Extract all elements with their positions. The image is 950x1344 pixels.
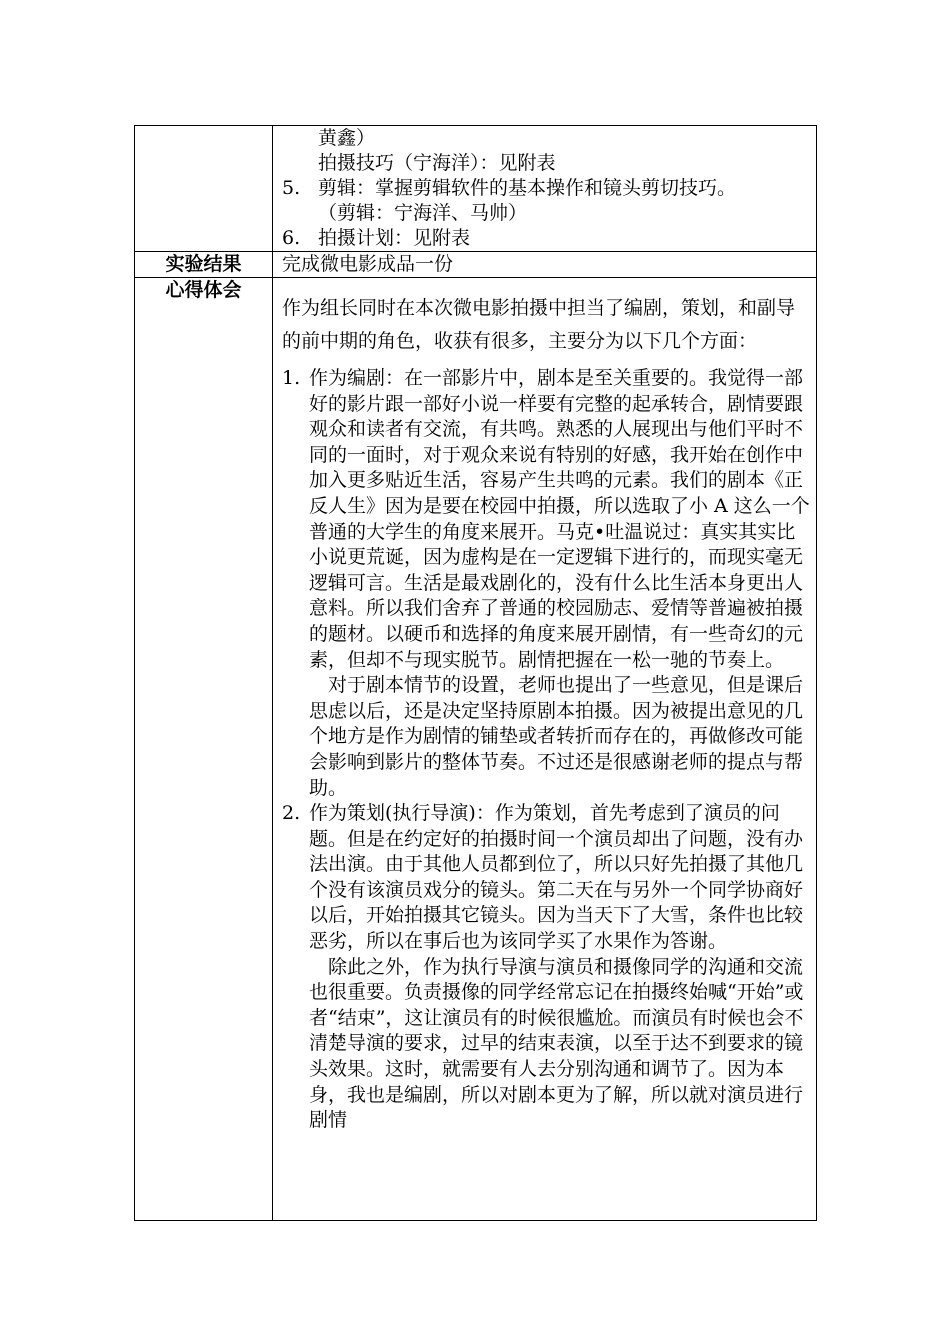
- plan-item-5: [282, 176, 816, 201]
- item-number: 2.: [282, 802, 301, 825]
- reflection-list: [282, 366, 816, 1134]
- list-item: [282, 366, 816, 801]
- reflection-intro: 作为组长同时在本次微电影拍摄中担当了编剧，策划，和副导的前中期的角色，收获有很多，主要分为以下几个方面：: [282, 297, 796, 352]
- item-number: 6.: [282, 227, 301, 249]
- result-text: 完成微电影成品一份: [282, 253, 454, 275]
- paragraph: 对于剧本情节的设置，老师也提出了一些意见，但是课后思虑以后，还是决定坚持原剧本拍摄。因为被提出意见的几个地方是作为剧情的铺垫或者转折而存在的，再做修改可能会影响到影片的整体节奏。不过还是很感谢老师的提点与帮助。: [309, 674, 804, 799]
- result-cell: [273, 252, 817, 278]
- reflection-row: [135, 278, 817, 1221]
- plan-line: 黄鑫）: [318, 127, 376, 149]
- item-text: 拍摄计划：见附表: [318, 227, 471, 249]
- plan-line: 拍摄技巧（宁海洋）：见附表: [318, 152, 556, 174]
- item-number: 1.: [282, 367, 301, 389]
- paragraph: 除此之外，作为执行导演与演员和摄像同学的沟通和交流也很重要。负责摄像的同学经常忘记在拍摄终始喊“开始”或者“结束”，这让演员有的时候很尴尬。而演员有时候也会不清楚导演的要求，过早的结束表演，以至于达不到要求的镜头效果。这时，就需要有人去分别沟通和调节了。因为本身，我也是编剧，所以对剧本更为了解，所以就对演员进行剧情: [309, 955, 804, 1132]
- plan-line: （剪辑：宁海洋、马帅）: [318, 202, 528, 224]
- plan-label-cell: [135, 126, 273, 252]
- reflection-label: 心得体会: [135, 278, 273, 1221]
- plan-item-6: [282, 226, 816, 251]
- plan-content-cell: [273, 126, 817, 252]
- experiment-report-table: [134, 125, 817, 1221]
- reflection-cell: [273, 278, 817, 1221]
- item-text: 剪辑：掌握剪辑软件的基本操作和镜头剪切技巧。: [318, 177, 737, 199]
- plan-row: [135, 126, 817, 252]
- result-label: 实验结果: [135, 252, 273, 278]
- item-number: 5.: [282, 177, 301, 199]
- list-item: [282, 801, 816, 1134]
- paragraph: 作为编剧：在一部影片中，剧本是至关重要的。我觉得一部好的影片跟一部好小说一样要有完整的起承转合，剧情要跟观众和读者有交流，有共鸣。熟悉的人展现出与他们平时不同的一面时，对于观众来说有特别的好感，我开始在创作中加入更多贴近生活，容易产生共鸣的元素。我们的剧本《正反人生》因为是要在校园中拍摄，所以选取了小 A 这么一个普通的大学生的角度来展开。马克•吐温说过：真实其实比小说更荒诞，因为虚构是在一定逻辑下进行的，而现实毫无逻辑可言。生活是最戏剧化的，没有什么比生活本身更出人意料。所以我们舍弃了普通的校园励志、爱情等普遍被拍摄的题材。以硬币和选择的角度来展开剧情，有一些奇幻的元素，但却不与现实脱节。剧情把握在一松一驰的节奏上。: [309, 367, 810, 671]
- paragraph: 作为策划(执行导演)：作为策划，首先考虑到了演员的问题。但是在约定好的拍摄时间一个演员却出了问题，没有办法出演。由于其他人员都到位了，所以只好先拍摄了其他几个没有该演员戏分的镜头。第二天在与另外一个同学协商好以后，开始拍摄其它镜头。因为当天下了大雪，条件也比较恶劣，所以在事后也为该同学买了水果作为答谢。: [309, 802, 804, 953]
- result-row: [135, 252, 817, 278]
